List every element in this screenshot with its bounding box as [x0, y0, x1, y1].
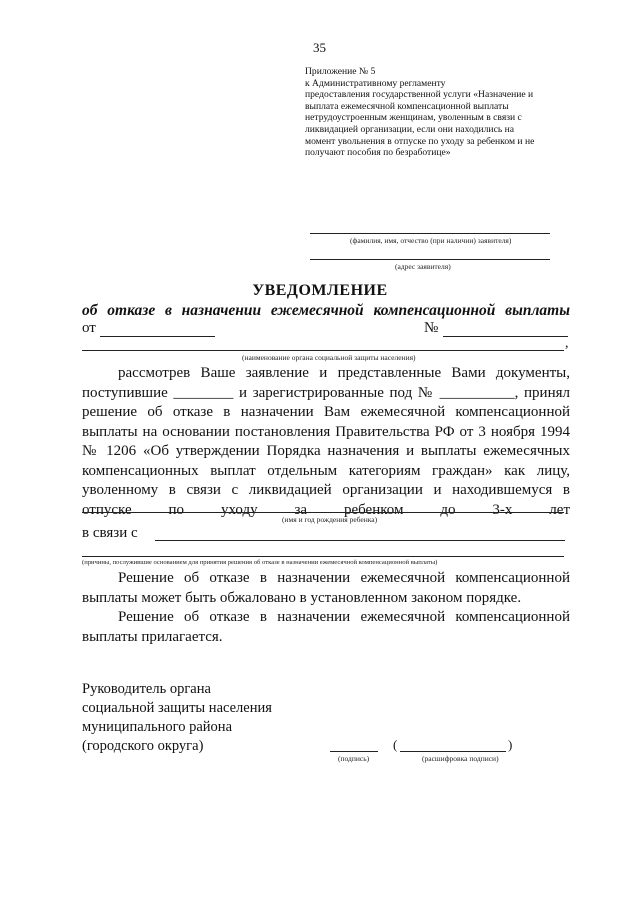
body-paragraph: [82, 364, 570, 520]
signatory-line: социальной защиты населения: [82, 700, 272, 716]
appeal-paragraph: [82, 569, 570, 608]
appendix-line: к Административному регламенту: [305, 77, 446, 89]
applicant-address-line: [310, 259, 550, 260]
body-line: отпуске по уходу за ребенком до 3-х лет: [82, 501, 570, 518]
organ-line-comma: ,: [565, 336, 569, 351]
child-name-line: [82, 512, 564, 513]
appendix-line: предоставления государственной услуги «Назначение и: [305, 89, 534, 101]
applicant-address-caption: (адрес заявителя): [395, 262, 451, 271]
signatory-line: Руководитель органа: [82, 681, 211, 697]
decoding-caption: (расшифровка подписи): [422, 754, 499, 763]
body-line: уволенному в связи с ликвидацией организации и находившемуся в: [82, 482, 570, 498]
number-field-line: [443, 336, 568, 337]
appeal-line: выплаты может быть обжаловано в установленном законом порядке.: [82, 589, 522, 606]
number-label: №: [424, 320, 439, 336]
decoding-open-paren: (: [393, 737, 398, 752]
attached-line: выплаты прилагается.: [82, 628, 223, 645]
appendix-line: Приложение № 5: [305, 66, 376, 77]
signatory-block: [82, 680, 272, 756]
attached-paragraph: [82, 608, 570, 647]
organ-name-line: [82, 350, 564, 351]
notice-subtitle: об отказе в назначении ежемесячной компенсационной выплаты: [82, 302, 570, 319]
page-number: 35: [313, 40, 326, 55]
from-date-label: от: [82, 320, 96, 336]
signatory-line: муниципального района: [82, 719, 232, 735]
body-line: компенсационных выплат отдельным категориям граждан» как лицу,: [82, 462, 570, 479]
body-line: выплаты на основании постановления Правительства РФ от 3 ноября 1994: [82, 423, 570, 440]
reason-label: в связи с: [82, 525, 138, 541]
appeal-line: Решение об отказе в назначении ежемесячной компенсационной: [118, 570, 570, 586]
appendix-line: получают пособия по безработице»: [305, 147, 451, 159]
organ-caption: (наименование органа социальной защиты населения): [242, 353, 416, 362]
appendix-header: [305, 66, 605, 159]
reason-caption: (причины, послужившие основанием для принятия решения об отказе в назначении ежемесячной компенсационной выплаты): [82, 559, 438, 566]
attached-line: Решение об отказе в назначении ежемесячной компенсационной: [118, 609, 570, 625]
body-line: поступившие ________ и зарегистрированные под № __________, принял: [82, 384, 570, 401]
appendix-line: нетрудоустроенным женщинам, уволенным в связи с: [305, 112, 522, 124]
applicant-name-caption: (фамилия, имя, отчество (при наличии) заявителя): [350, 236, 512, 245]
reason-line: [155, 540, 565, 541]
appendix-line: выплата ежемесячной компенсационной выплаты: [305, 100, 509, 112]
body-line: № 1206 «Об утверждении Порядка назначения и выплаты ежемесячных: [82, 443, 570, 459]
body-line: рассмотрев Ваше заявление и представленные Вами документы,: [118, 365, 570, 381]
decoding-close-paren: ): [508, 737, 513, 752]
applicant-name-line: [310, 233, 550, 234]
signatory-line: (городского округа): [82, 738, 204, 754]
appendix-line: момент увольнения в отпуске по уходу за ребенком и не: [305, 135, 535, 147]
decoding-line: [400, 751, 506, 752]
body-line: решение об отказе в назначении Вам ежемесячной компенсационной: [82, 404, 570, 420]
signature-caption: (подпись): [338, 754, 370, 763]
notice-title: УВЕДОМЛЕНИЕ: [252, 282, 388, 299]
child-caption: (имя и год рождения ребенка): [282, 515, 378, 524]
date-field-line: [100, 336, 215, 337]
appendix-line: ликвидацией организации, если они находились на: [305, 123, 514, 135]
signature-line: [330, 751, 378, 752]
reason-line-2: [82, 556, 564, 557]
